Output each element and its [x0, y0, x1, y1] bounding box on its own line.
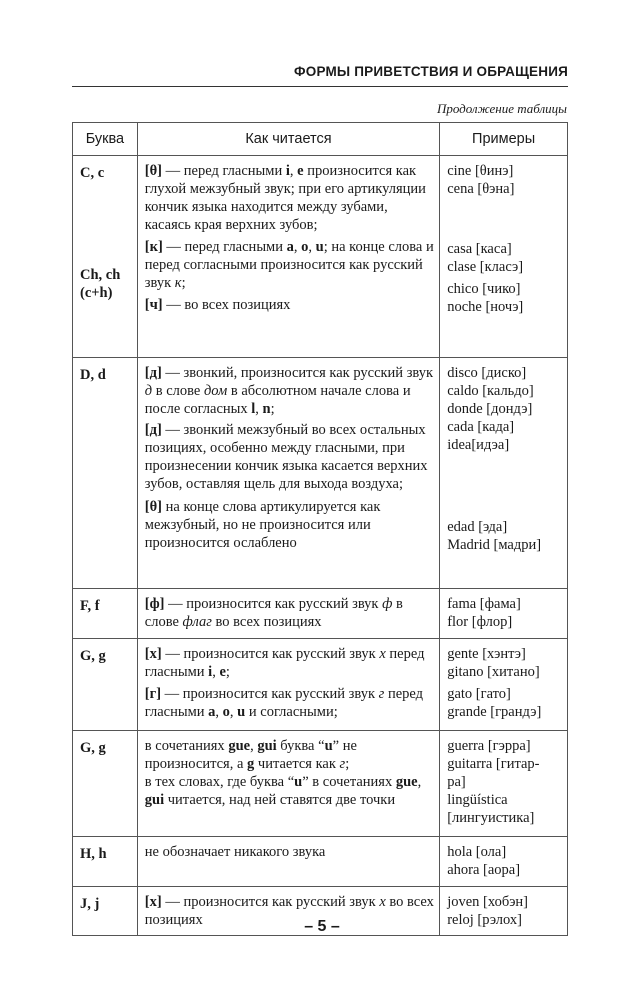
letter-label: D, d [80, 367, 106, 383]
letter-cell [73, 731, 138, 837]
example-item: cine [θинэ] [447, 163, 514, 179]
reading-text: в сочетаниях gue, gui буква “u” не произносится, а g читается как г; [144, 738, 357, 772]
example-item: cada [када] [447, 419, 515, 435]
example-item: donde [дондэ] [447, 401, 533, 417]
example-item: clase [класэ] [447, 259, 524, 275]
example-item: flor [флор] [447, 614, 513, 630]
example-item: gato [гато] [447, 686, 511, 702]
example-item: gente [хэнтэ] [447, 646, 526, 662]
running-header [72, 56, 568, 87]
example-item: gitano [хитано] [447, 664, 540, 680]
example-item: [лингуистика] [447, 810, 535, 826]
header-title: ФОРМЫ ПРИВЕТСТВИЯ И ОБРАЩЕНИЯ [294, 64, 568, 79]
example-item: ра] [447, 774, 466, 790]
example-item: chico [чико] [447, 281, 521, 297]
reading-text: [к] — перед гласными a, o, u; на конце слова и перед согласными произносится как русский звук к; [144, 239, 434, 291]
column-header-reading: Как читается [137, 123, 439, 156]
example-item: reloj [рэлох] [447, 912, 523, 928]
table-row [73, 358, 568, 589]
examples-cell [440, 358, 568, 589]
examples-cell [440, 731, 568, 837]
letter-cell [73, 639, 138, 731]
table-continuation-note: Продолжение таблицы [436, 101, 567, 116]
reading-cell [137, 731, 439, 837]
examples-cell [440, 589, 568, 639]
pronunciation-table [72, 122, 568, 936]
table-header-row [73, 123, 568, 156]
example-item: grande [грандэ] [447, 704, 542, 720]
example-item: edad [эда] [447, 519, 508, 535]
reading-text: [θ] — перед гласными i, e произносится как глухой межзубный звук; при его артикуляции кончик языка находится между зубами, касаясь края верхних зубов; [144, 163, 426, 233]
reading-cell [137, 589, 439, 639]
letter-cell [73, 358, 138, 589]
example-item: idea[идэа] [447, 437, 510, 453]
letter-cell [73, 589, 138, 639]
table-row [73, 639, 568, 731]
reading-text: [ф] — произносится как русский звук ф в слове флаг во всех позициях [144, 596, 403, 630]
reading-cell [137, 358, 439, 589]
reading-cell [137, 156, 439, 358]
example-item: cena [θэна] [447, 181, 515, 197]
example-item: Madrid [мадри] [447, 537, 542, 553]
example-item: fama [фама] [447, 596, 521, 612]
letter-label: (c+h) [80, 285, 113, 301]
letter-label: Ch, ch [80, 267, 121, 283]
example-item: joven [хобэн] [447, 894, 529, 910]
examples-cell [440, 156, 568, 358]
page-number: – 5 – [304, 918, 340, 935]
letter-label: G, g [80, 740, 106, 756]
reading-cell [137, 837, 439, 887]
reading-text: [θ] на конце слова артикулируется как межзубный, но не произносится или произносится ослаблено [144, 499, 381, 551]
letter-label: J, j [80, 896, 100, 912]
letter-label: C, c [80, 165, 105, 181]
example-item: lingüística [447, 792, 508, 808]
reading-text: [ч] — во всех позициях [144, 297, 291, 313]
example-item: caldo [кальдо] [447, 383, 534, 399]
reading-text: [х] — произносится как русский звук х перед гласными i, e; [144, 646, 425, 680]
reading-text: [г] — произносится как русский звук г перед гласными a, o, u и согласными; [144, 686, 424, 720]
reading-text: [д] — звонкий межзубный во всех остальных позициях, особенно между гласными, при произнесении кончик языка касается верхних зубов, оставляя щель для выхода воздуха; [144, 422, 428, 492]
example-item: casa [каса] [447, 241, 512, 257]
example-item: hola [ола] [447, 844, 507, 860]
letter-cell [73, 156, 138, 358]
reading-text: не обозначает никакого звука [144, 844, 326, 860]
letter-cell [73, 837, 138, 887]
reading-text: в тех словах, где буква “u” в сочетаниях gue, gui читается, над ней ставятся две точки [144, 774, 422, 808]
reading-cell [137, 639, 439, 731]
table-row [73, 589, 568, 639]
letter-label: H, h [80, 846, 107, 862]
example-item: disco [диско] [447, 365, 527, 381]
examples-cell [440, 837, 568, 887]
example-item: noche [ночэ] [447, 299, 524, 315]
table-row [73, 156, 568, 358]
example-item: ahora [аора] [447, 862, 521, 878]
column-header-examples: Примеры [440, 123, 568, 156]
reading-text: [х] — произносится как русский звук х во всех позициях [144, 894, 434, 928]
examples-cell [440, 639, 568, 731]
example-item: guerra [гэрра] [447, 738, 531, 754]
table-row [73, 731, 568, 837]
letter-label: G, g [80, 648, 106, 664]
letter-label: F, f [80, 598, 100, 614]
column-header-letter: Буква [73, 123, 138, 156]
table-row [73, 837, 568, 887]
reading-text: [д] — звонкий, произносится как русский звук д в слове дом в абсолютном начале слова и после согласных l, n; [144, 365, 434, 417]
example-item: guitarra [гитар- [447, 756, 540, 772]
